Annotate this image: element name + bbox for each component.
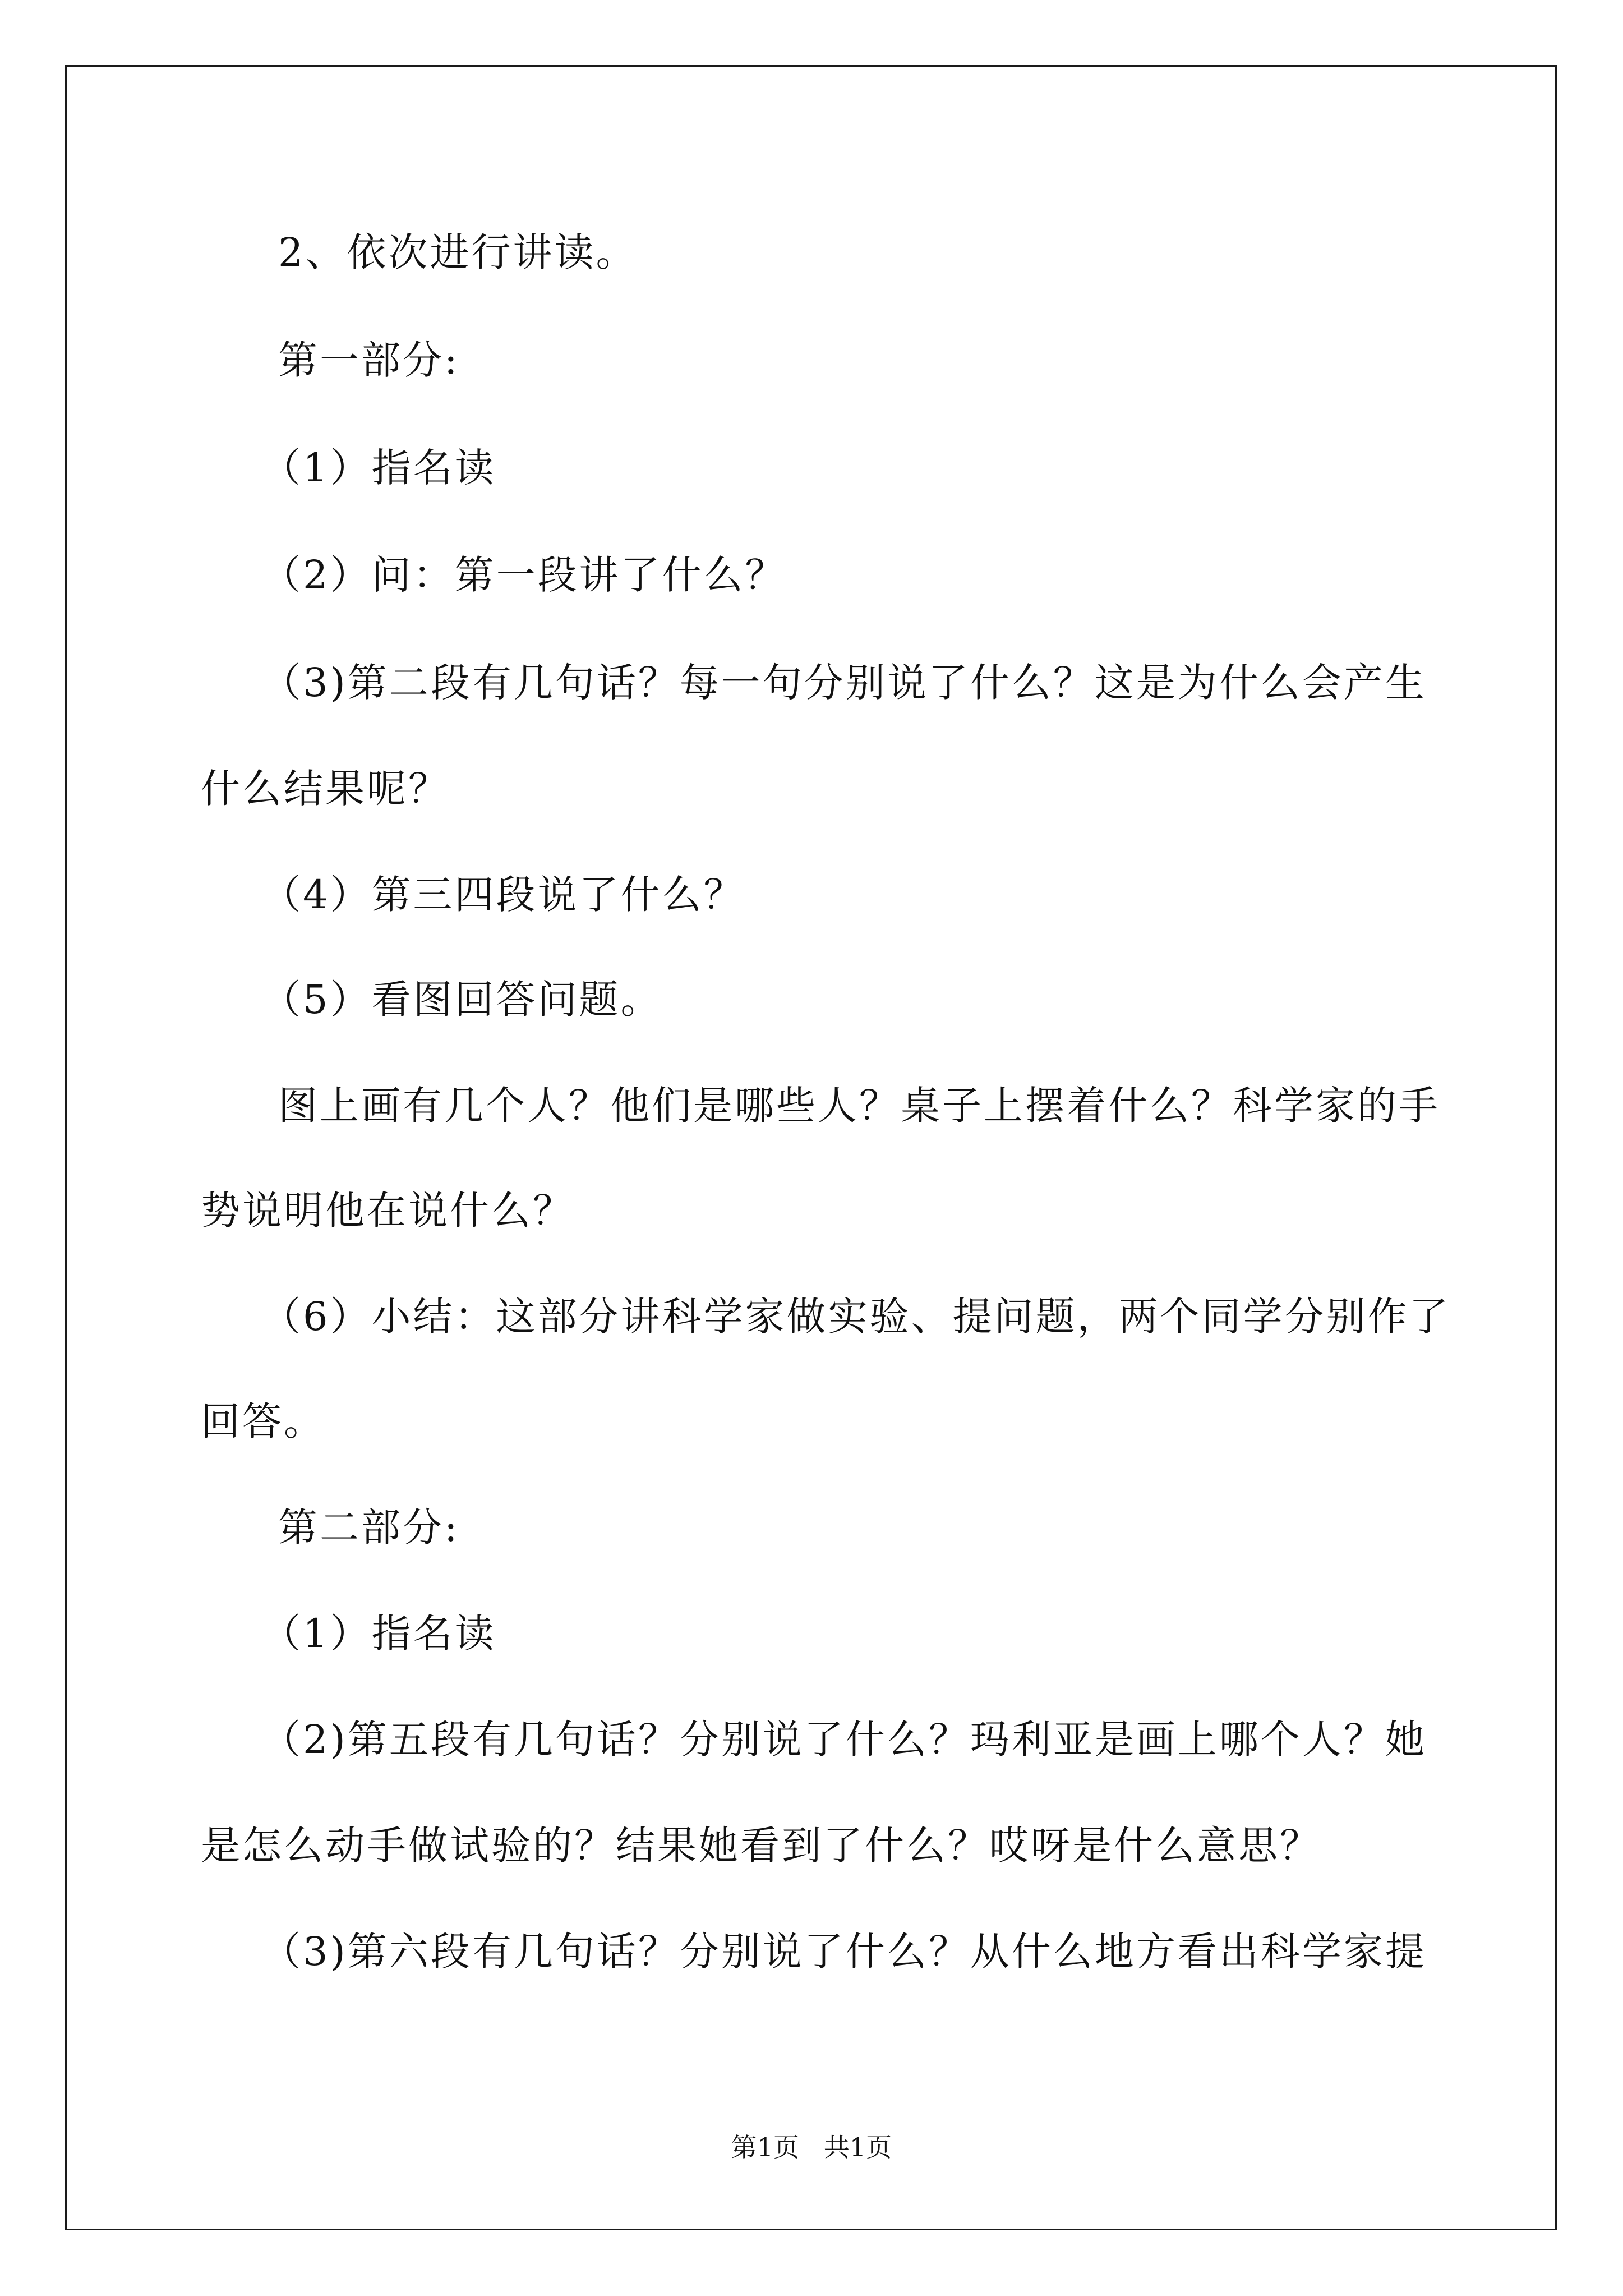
paragraph-line: 是怎么动手做试验的？结果她看到了什么？哎呀是什么意思？ bbox=[201, 1823, 1321, 1869]
paragraph-line: 势说明他在说什么？ bbox=[201, 1188, 574, 1234]
paragraph-line: （1）指名读 bbox=[261, 1611, 496, 1657]
paragraph-line: 图上画有几个人？他们是哪些人？桌子上摆着什么？科学家的手 bbox=[278, 1083, 1440, 1129]
paragraph-line: （2)第五段有几句话？分别说了什么？玛利亚是画上哪个人？她 bbox=[261, 1717, 1427, 1763]
page-footer: 第1页 共1页 bbox=[731, 2132, 892, 2162]
paragraph-line: （3)第二段有几句话？每一句分别说了什么？这是为什么会产生 bbox=[261, 660, 1427, 706]
paragraph-line: （5）看图回答问题。 bbox=[261, 977, 662, 1023]
paragraph-line: 什么结果呢？ bbox=[201, 766, 450, 812]
paragraph-line: （1）指名读 bbox=[261, 445, 496, 491]
page-border bbox=[65, 65, 1557, 2230]
paragraph-line: （4）第三四段说了什么？ bbox=[261, 872, 745, 918]
paragraph-line: 2、依次进行讲读。 bbox=[278, 229, 638, 275]
section-heading: 第一部分: bbox=[278, 337, 460, 383]
paragraph-line: 回答。 bbox=[201, 1398, 325, 1444]
paragraph-line: （6）小结：这部分讲科学家做实验、提问题，两个同学分别作了 bbox=[261, 1294, 1451, 1340]
section-heading: 第二部分: bbox=[278, 1504, 460, 1550]
paragraph-line: （3)第六段有几句话？分别说了什么？从什么地方看出科学家提 bbox=[261, 1929, 1427, 1975]
paragraph-line: （2）问：第一段讲了什么？ bbox=[261, 552, 787, 598]
